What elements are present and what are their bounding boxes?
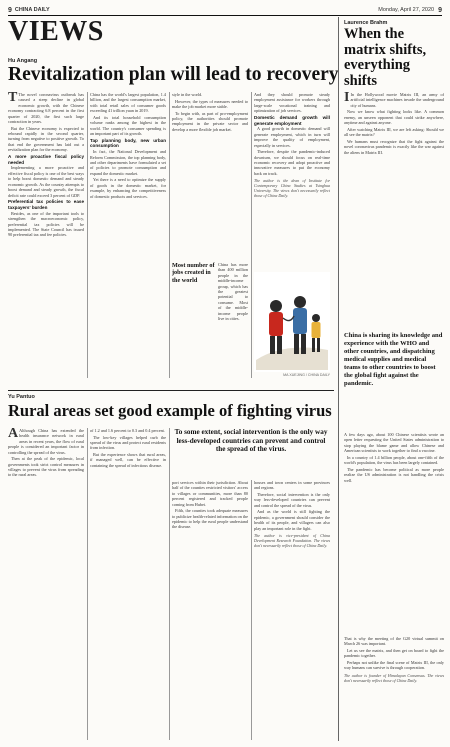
section-title: VIEWS — [8, 16, 104, 47]
cartoon-illustration — [254, 272, 330, 372]
column-rule — [87, 92, 88, 378]
author-note: The author is founder of Himalayan Consensus. The views don't necessarily reflect those of China Daily. — [344, 672, 444, 683]
article-column: T The novel coronavirus outbreak has caused a steep decline in global economic growth, with the Chinese economy contracting 6.8 percent in the first quarter of 2020, the first such large contraction in years. But the Chinese economy is expected to rebound rapidly in the second quarter, turning from negative to positive growth. To that end the government has laid out a revitalization plan for the economy. A more proactive fiscal policy needed Implementing a more proactive and effective fiscal policy is one of the best ways to help boost domestic demand and steady economic growth. As the country attempts to boost demand and steady growth, the fiscal deficit rate could exceed 3 percent of GDP. Preferential tax policies to ease taxpayers' burden Besides, as one of the important tools to strengthen the macroeconomic policy, preferential tax policies will be implemented. The State Council has issued 90 preferential tax and fee policies. — [8, 92, 84, 238]
drop-cap: A — [8, 428, 19, 441]
column-rule — [251, 92, 252, 378]
article-column: of 1.2 and 1.6 percent to 0.3 and 0.4 percent. The low-key villages helped curb the spread of the virus and protect rural residents from infection. But the experience shows that rural areas, if managed well, can be effective in containing the spread of infectious disease. — [90, 428, 166, 468]
headline: When the matrix shifts, everything shifts — [344, 26, 427, 89]
subhead: Domestic demand growth will generate employment — [254, 115, 330, 126]
subhead: Preferential tax policies to ease taxpayers' burden — [8, 199, 84, 210]
article-divider — [8, 390, 334, 391]
article-column: China has the world's largest population, 1.4 billion, and the largest consumption market, with total retail sales of consumer goods exceeding 41 trillion yuan in 2019. And its total household consumption volume ranks among the highest in the world. The country's consumer spending is an important part of its growth. Tap planning body, new urban consumption In fact, the National Development and Reform Commission, the top planning body, and other departments have formulated a set of policies to promote consumption and expand the domestic market. Yet there is a need to optimize the supply of goods in the domestic market, for example, by enhancing the competitiveness of domestic products and services. — [90, 92, 166, 199]
byline: Laurence Brahm — [344, 20, 388, 26]
issue-date: Monday, April 27, 2020 — [378, 7, 435, 13]
drop-cap: I — [344, 92, 350, 105]
article-column: A Although China has extended the health insurance network in rural areas in recent years, the flow of rural people is considered an important factor in controlling the spread of the virus. Then at the peak of the epidemic, local governments took strict control measures in villages to prevent the virus from spreading to the rural areas. — [8, 428, 84, 478]
author-note: The author is the dean of Institute for Contemporary China Studies at Tsinghua University. The views don't necessarily reflect those of China Daily. — [254, 178, 330, 199]
article-column: A few days ago, about 100 Chinese scientists wrote an open letter requesting the United States administration to stop playing the blame game and allow Chinese and American scientists to work together to find a vaccine. In a country of 1.4 billion people, about one-fifth of the world's population, the virus has been largely contained. The pandemic has become political as more people realize the US administration is not handling the crisis well. — [344, 432, 444, 483]
article-column: And they should promote steady employment assistance for workers through large-scale vocational training and optimization of job services. Domestic demand growth will generate employment A good growth in domestic demand will generate employment, which in turn will improve the quality of employment, especially in services. Therefore, despite the pandemic-induced downturn, we should focus on real-time economic recovery and adopt proactive and innovative measures to put the economy back on track. The author is the dean of Institute for Contemporary China Studies at Tsinghua University. The views don't necessarily reflect those of China Daily. — [254, 92, 330, 199]
sidebar-rule — [338, 17, 339, 741]
article-column: style in the world. However, the types of measures needed to make the job market more stable. To begin with, as part of pro-employment policy, the authorities should promote employment in the private sector and develop a more flexible job market. — [172, 92, 248, 132]
author-note: The author is vice-president of China Development Research Foundation. The views don't necessarily reflect those of China Daily. — [254, 533, 330, 549]
page-number: 9 — [8, 6, 12, 14]
column-rule — [87, 428, 88, 740]
byline: Yu Pantuo — [8, 394, 35, 400]
article-column: houses and town centers in some provinces and regions. Therefore, social intervention is the only way less-developed countries can prevent and control the spread of the virus. And as the world is still fighting the epidemic, a government should consider the health of its people, and villagers can also play an important role in the fight. The author is vice-president of China Development Research Foundation. The views don't necessarily reflect those of China Daily. — [254, 480, 330, 549]
column-rule — [169, 428, 170, 740]
article-column: port services within their jurisdiction. About half of the counties restricted visitors' access to villages or communities, more than 80 percent registered and tracked people coming from Hubei. Fifth, the counties took adequate measures to publicize health-related information on the epidemic to help the rural people understand the disease. — [172, 480, 248, 530]
subhead: A more proactive fiscal policy needed — [8, 154, 84, 165]
drop-cap: T — [8, 92, 18, 105]
column-rule — [169, 92, 170, 378]
byline: Hu Angang — [8, 58, 38, 64]
pull-quote: To some extent, social intervention is the only way less-developed countries can prevent and control the spread of the virus. — [174, 428, 328, 454]
illustration-credit: MA XUEJING / CHINA DAILY — [283, 373, 330, 377]
column-rule — [251, 480, 252, 740]
subhead: Tap planning body, new urban consumption — [90, 137, 166, 149]
headline: Revitalization plan will lead to recovery — [8, 64, 339, 85]
article-column: I In the Hollywood movie Matrix III, an army of artificial intelligence machines invade the underground city of humans. Now we know what fighting looks like. A common enemy, an unseen opponent that could strike anywhere, anytime and against anyone. After watching Matrix III, we are left asking: Should we all see the matrix? We humans must recognize that the fight against the novel coronavirus pandemic is exactly like the war against the aliens in Matrix III. — [344, 92, 444, 155]
article-column: China has more than 400 million people in the middle-income group, which has the greatest potential to consume. Most of the middle-income people live in cities. — [218, 262, 248, 322]
pull-quote: Most number of jobs created in the world — [172, 262, 215, 284]
pull-quote: China is sharing its knowledge and experience with the WHO and other countries, and dispatching medical supplies and medical teams to other countries to boost the global fight against the pandemic. — [344, 332, 443, 387]
paper-name: CHINA DAILY — [14, 7, 50, 13]
headline: Rural areas set good example of fighting virus — [8, 401, 332, 420]
article-column: That is why the meeting of the G20 virtual summit on March 26 was important. Let us see the matrix, and then get on board to fight the pandemic together. Perhaps not unlike the final scene of Matrix III, the only way humans can survive is through cooperation. The author is founder of Himalayan Consensus. The views don't necessarily reflect those of China Daily. — [344, 636, 444, 683]
page-number-right: 9 — [438, 6, 442, 14]
illustration — [254, 272, 330, 372]
masthead — [8, 5, 442, 15]
